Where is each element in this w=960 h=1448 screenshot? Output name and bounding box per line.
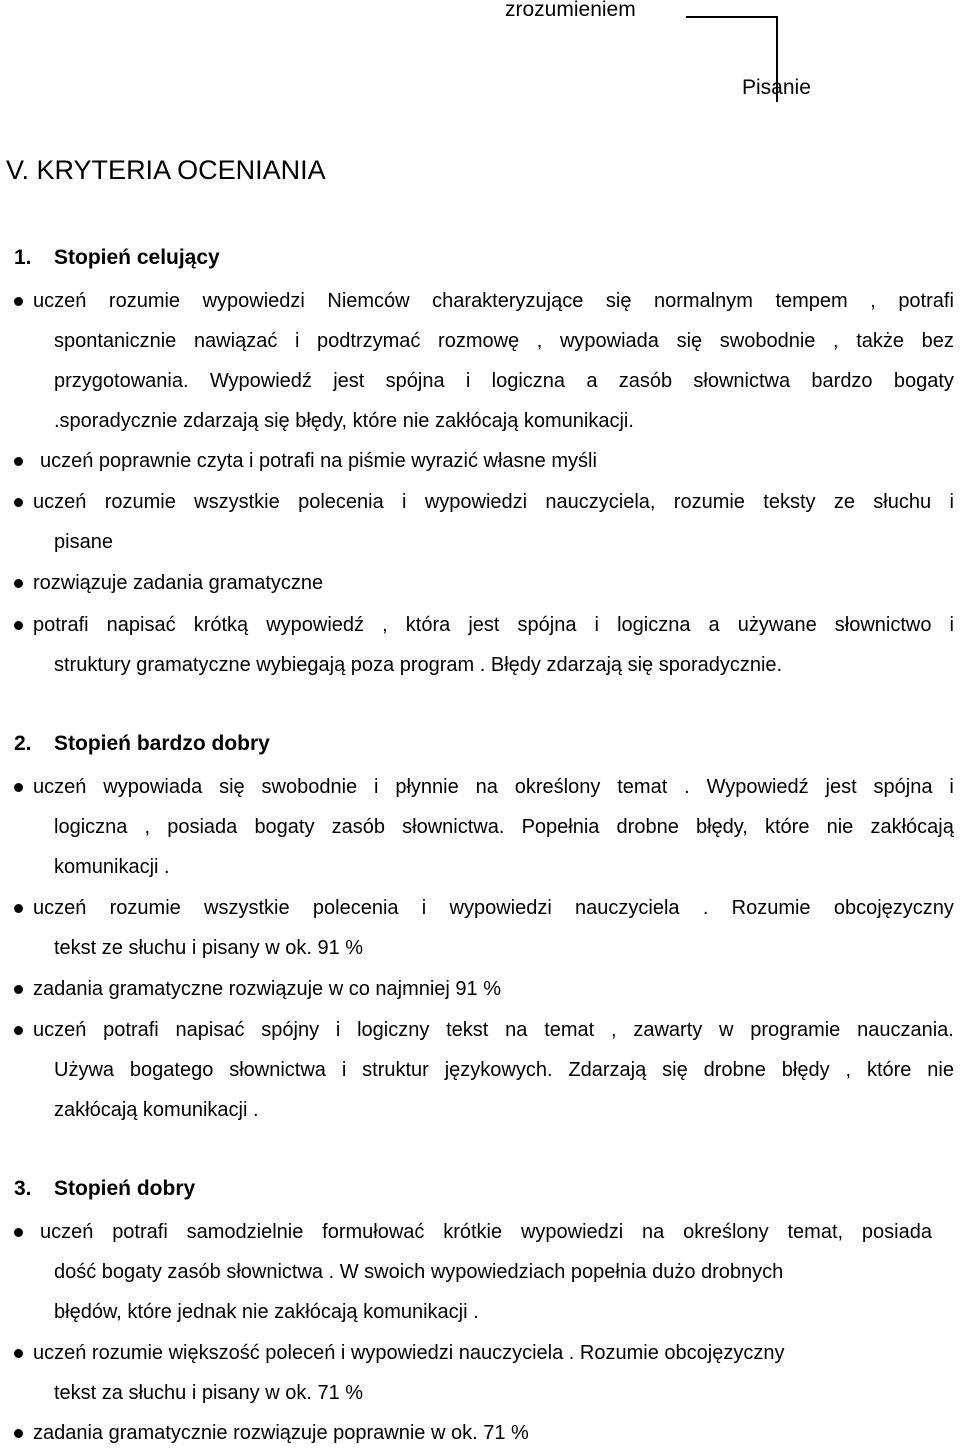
- item-line: tekst ze słuchu i pisany w ok. 91 %: [54, 937, 364, 959]
- grade-heading-bardzo-dobry: [14, 732, 270, 756]
- item-line: .sporadycznie zdarzają się błędy, które nie zakłócają komunikacji.: [54, 410, 634, 432]
- bullet-icon: [14, 1429, 23, 1438]
- grade-number: 2.: [14, 732, 32, 755]
- grade-title: Stopień bardzo dobry: [54, 732, 270, 755]
- grade-title: Stopień dobry: [54, 1177, 196, 1200]
- item-line: przygotowania. Wypowiedź jest spójna i logiczna a zasób słownictwa bardzo bogaty: [54, 370, 954, 392]
- bullet-icon: [14, 1026, 23, 1035]
- bullet-icon: [14, 621, 23, 630]
- grade-title: Stopień celujący: [54, 246, 220, 269]
- item-line: dość bogaty zasób słownictwa . W swoich wypowiedziach popełnia dużo drobnych: [54, 1261, 784, 1283]
- item-line: zakłócają komunikacji .: [54, 1099, 259, 1121]
- grade-heading-dobry: [14, 1177, 195, 1201]
- item-line: uczeń rozumie wszystkie polecenia i wypowiedzi nauczyciela . Rozumie obcojęzyczny: [33, 897, 954, 919]
- item-line: zadania gramatycznie rozwiązuje poprawnie w ok. 71 %: [33, 1422, 529, 1444]
- diagram-label-zrozumieniem: zrozumieniem: [505, 0, 636, 21]
- bullet-icon: [14, 457, 23, 466]
- item-line: komunikacji .: [54, 856, 170, 878]
- bullet-icon: [14, 904, 23, 913]
- item-line: uczeń wypowiada się swobodnie i płynnie na określony temat . Wypowiedź jest spójna i: [33, 776, 954, 798]
- bullet-icon: [14, 783, 23, 792]
- item-line: potrafi napisać krótką wypowiedź , która jest spójna i logiczna a używane słownictwo i: [33, 614, 954, 636]
- item-line: uczeń rozumie wypowiedzi Niemców charakteryzujące się normalnym tempem , potrafi: [33, 290, 954, 312]
- grade-number: 3.: [14, 1177, 32, 1200]
- grade-heading-celujacy: [14, 246, 220, 270]
- item-line: zadania gramatyczne rozwiązuje w co najmniej 91 %: [33, 978, 502, 1000]
- item-line: Używa bogatego słownictwa i struktur językowych. Zdarzają się drobne błędy , które nie: [54, 1059, 954, 1081]
- diagram-connector-horizontal: [686, 16, 778, 18]
- section-title: V. KRYTERIA OCENIANIA: [6, 155, 326, 185]
- bullet-icon: [14, 297, 23, 306]
- item-line: uczeń rozumie wszystkie polecenia i wypowiedzi nauczyciela, rozumie teksty ze słuchu i: [33, 491, 954, 513]
- diagram-label-pisanie: Pisanie: [742, 76, 811, 99]
- item-line: uczeń rozumie większość poleceń i wypowiedzi nauczyciela . Rozumie obcojęzyczny: [33, 1342, 785, 1364]
- item-line: uczeń poprawnie czyta i potrafi na piśmie wyrazić własne myśli: [40, 450, 597, 472]
- bullet-icon: [14, 1228, 23, 1237]
- item-line: struktury gramatyczne wybiegają poza program . Błędy zdarzają się sporadycznie.: [54, 654, 783, 676]
- bullet-icon: [14, 1349, 23, 1358]
- bullet-icon: [14, 985, 23, 994]
- item-line: rozwiązuje zadania gramatyczne: [33, 572, 324, 594]
- bullet-icon: [14, 498, 23, 507]
- item-line: spontanicznie nawiązać i podtrzymać rozmowę , wypowiada się swobodnie , także bez: [54, 330, 954, 352]
- item-line: pisane: [54, 531, 113, 553]
- item-line: uczeń potrafi samodzielnie formułować krótkie wypowiedzi na określony temat, posiada: [40, 1221, 932, 1243]
- item-line: błędów, które jednak nie zakłócają komunikacji .: [54, 1301, 479, 1323]
- item-line: uczeń potrafi napisać spójny i logiczny tekst na temat , zawarty w programie nauczania.: [33, 1019, 954, 1041]
- item-line: logiczna , posiada bogaty zasób słownictwa. Popełnia drobne błędy, które nie zakłócają: [54, 816, 954, 838]
- item-line: tekst za słuchu i pisany w ok. 71 %: [54, 1382, 364, 1404]
- bullet-icon: [14, 579, 23, 588]
- grade-number: 1.: [14, 246, 32, 269]
